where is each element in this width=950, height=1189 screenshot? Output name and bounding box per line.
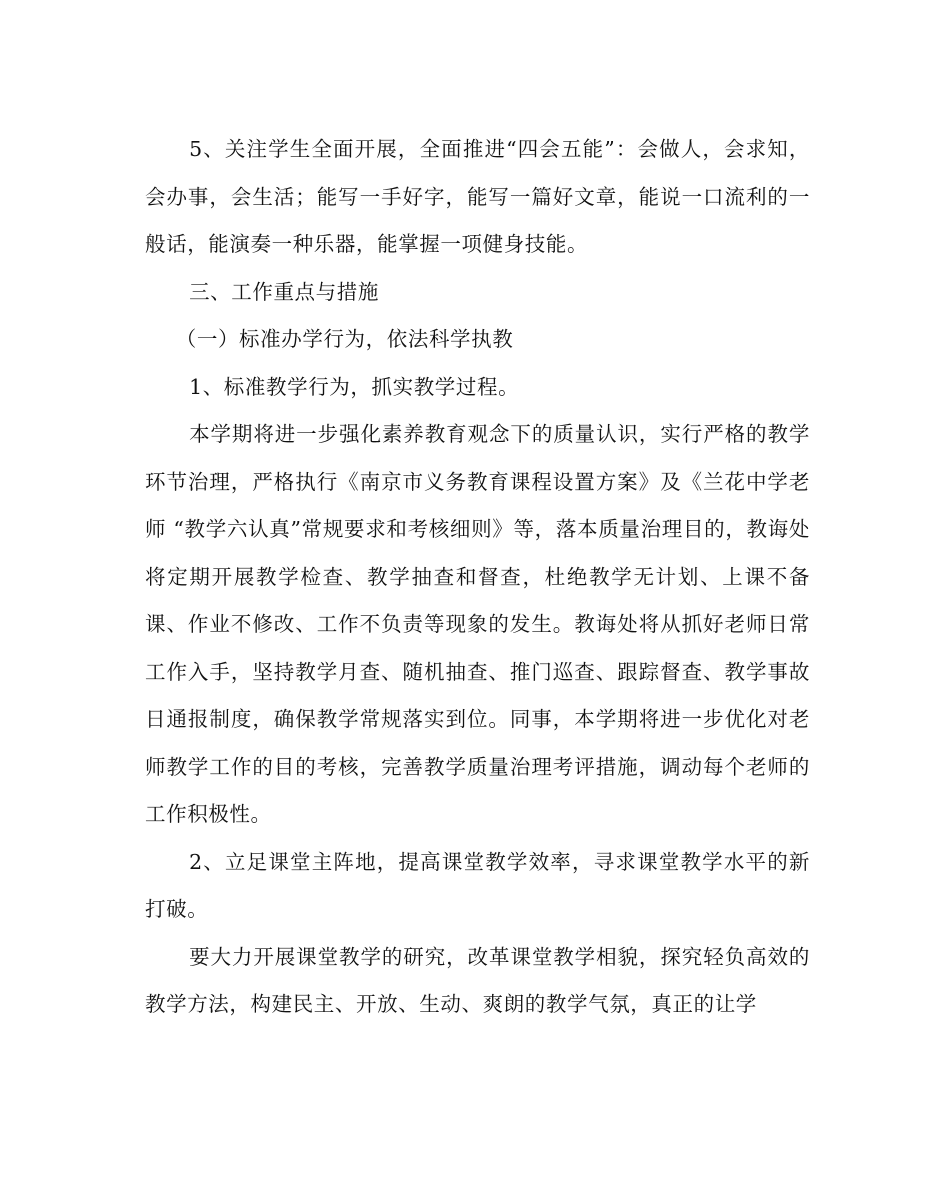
item-heading-2: 2、立足课堂主阵地，提高课堂教学效率，寻求课堂教学水平的新打破。 xyxy=(145,849,810,921)
item-heading-1: 1、标准教学行为，抓实教学过程。 xyxy=(189,374,520,399)
document-body xyxy=(145,126,810,1029)
paragraph-classroom-research: 要大力开展课堂教学的研究，改革课堂教学相貌，探究轻负高效的教学方法，构建民主、开放、生动、爽朗的教学气氛，真正的让学 xyxy=(145,944,810,1016)
paragraph-goal-5: 5、关注学生全面开展，全面推进“四会五能”：会做人，会求知，会办事，会生活；能写一手好字，能写一篇好文章，能说一口流利的一般话，能演奏一种乐器，能掌握一项健身技能。 xyxy=(145,137,810,256)
paragraph-quality-management: 本学期将进一步强化素养教育观念下的质量认识，实行严格的教学环节治理，严格执行《南京市义务教育课程设置方案》及《兰花中学老师 “教学六认真”常规要求和考核细则》等，落本质量治理目的，教诲处将定期开展教学检查、教学抽查和督查，杜绝教学无计划、上课不备课、作业不修改、工作不负责等现象的发生。教诲处将从抓好老师日常工作入手，坚持教学月查、随机抽查、推门巡查、跟踪督查、教学事故日通报制度，确保教学常规落实到位。同事，本学期将进一步优化对老师教学工作的目的考核，完善教学质量治理考评措施，调动每个老师的工作积极性。 xyxy=(145,422,810,826)
subsection-heading-standard-behavior: （一）标准办学行为，依法科学执教 xyxy=(175,327,514,351)
section-heading-key-work: 三、工作重点与措施 xyxy=(189,279,379,304)
